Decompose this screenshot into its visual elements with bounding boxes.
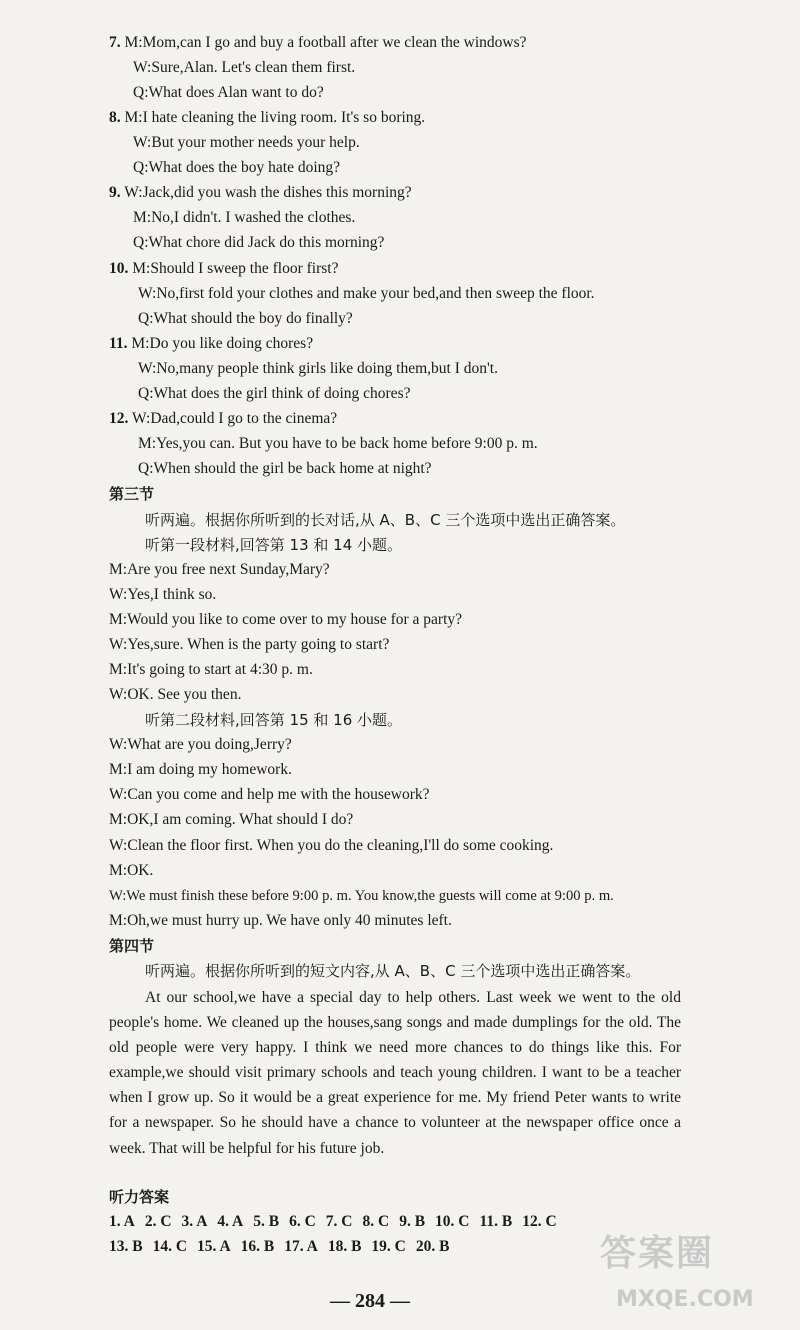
answer-item: 15. A — [197, 1238, 231, 1255]
answers-heading: 听力答案 — [109, 1188, 170, 1206]
section4-heading: 第四节 — [109, 937, 155, 955]
answer-item: 20. B — [415, 1238, 450, 1255]
dialogue-text: M:Do you like doing chores? — [131, 335, 314, 352]
question-number: 9. — [109, 184, 121, 201]
dialogue-text: M:Should I sweep the floor first? — [132, 260, 339, 277]
material2-line: W:Clean the floor first. When you do the cleaning,I'll do some cooking. — [109, 837, 554, 854]
question-number: 7. — [109, 34, 121, 51]
material2-line: W:We must finish these before 9:00 p. m. You know,the guests will come at 9:00 p. m. — [109, 888, 614, 904]
answer-item: 19. C — [371, 1238, 406, 1255]
answer-item: 17. A — [284, 1238, 318, 1255]
material2-line: M:OK. — [109, 862, 154, 879]
dialogue-text: M:Mom,can I go and buy a football after we clean the windows? — [124, 34, 527, 51]
material1-line: W:Yes,I think so. — [109, 586, 217, 603]
dialogue-line — [109, 334, 313, 354]
material1-line: W:OK. See you then. — [109, 686, 242, 703]
question-number: 11. — [109, 335, 128, 352]
answer-item: 10. C — [435, 1213, 470, 1230]
watermark-logo — [600, 1225, 790, 1325]
dialogue-line: W:No,many people think girls like doing them,but I don't. — [138, 360, 498, 377]
section4-passage: At our school,we have a special day to help others. Last week we went to the old people's home. We cleaned up the houses,sang songs and made dumplings for the old. The old people were very happy. I think we need more chances to do things like this. For example,we should visit primary schools and teach young children. I want to be a teacher when I grow up. So it would be a great experience for me. My friend Peter wants to write for a newspaper. So he should have a chance to volunteer at the newspaper office once a week. That will be helpful for his future job. — [109, 989, 681, 1157]
material2-line: W:Can you come and help me with the housework? — [109, 786, 430, 803]
dialogue-line: M:No,I didn't. I washed the clothes. — [133, 209, 356, 226]
dialogue-line: Q:When should the girl be back home at night? — [138, 460, 432, 477]
answer-item: 4. A — [217, 1213, 244, 1230]
material1-line: M:Would you like to come over to my house for a party? — [109, 611, 463, 628]
answer-item: 6. C — [289, 1213, 316, 1230]
dialogue-line: Q:What should the boy do finally? — [138, 310, 353, 327]
answer-item: 3. A — [181, 1213, 208, 1230]
dialogue-line: W:Sure,Alan. Let's clean them first. — [133, 59, 356, 76]
material1-line: W:Yes,sure. When is the party going to start? — [109, 636, 390, 653]
dialogue-line — [109, 183, 412, 203]
material2-line: M:OK,I am coming. What should I do? — [109, 811, 354, 828]
answer-item: 16. B — [240, 1238, 275, 1255]
section3-heading: 第三节 — [109, 485, 155, 503]
material1-line: M:It's going to start at 4:30 p. m. — [109, 661, 313, 678]
material1-line: M:Are you free next Sunday,Mary? — [109, 561, 330, 578]
dialogue-line: M:Yes,you can. But you have to be back home before 9:00 p. m. — [138, 435, 538, 452]
dialogue-line: W:No,first fold your clothes and make your bed,and then sweep the floor. — [138, 285, 595, 302]
dialogue-line: Q:What does the boy hate doing? — [133, 159, 341, 176]
material2-intro: 听第二段材料,回答第 15 和 16 小题。 — [145, 711, 403, 729]
watermark-url: MXQE.COM — [616, 1287, 754, 1312]
dialogue-line — [109, 33, 527, 53]
dialogue-line: Q:What does Alan want to do? — [133, 84, 324, 101]
answer-item: 14. C — [152, 1238, 188, 1255]
dialogue-text: W:Dad,could I go to the cinema? — [131, 410, 338, 427]
material2-line: W:What are you doing,Jerry? — [109, 736, 292, 753]
material1-intro: 听第一段材料,回答第 13 和 14 小题。 — [145, 536, 403, 554]
dialogue-text: W:Jack,did you wash the dishes this morning? — [124, 184, 412, 201]
answer-item: 2. C — [144, 1213, 172, 1230]
watermark-text: 答案圈 — [600, 1233, 715, 1274]
answer-item: 18. B — [327, 1238, 362, 1255]
answer-item: 7. C — [325, 1213, 353, 1230]
dialogue-text: M:I hate cleaning the living room. It's so boring. — [124, 109, 426, 126]
dialogue-line — [109, 259, 338, 279]
answer-item: 9. B — [399, 1213, 426, 1230]
answers-row-2 — [109, 1237, 459, 1257]
answers-row-1 — [109, 1212, 567, 1232]
dialogue-line: Q:What chore did Jack do this morning? — [133, 234, 385, 251]
answer-item: 13. B — [109, 1238, 143, 1255]
answer-item: 5. B — [253, 1213, 280, 1230]
question-number: 10. — [109, 260, 129, 277]
answer-item: 1. A — [109, 1213, 135, 1230]
section4-instruction: 听两遍。根据你所听到的短文内容,从 A、B、C 三个选项中选出正确答案。 — [145, 962, 641, 980]
dialogue-line: W:But your mother needs your help. — [133, 134, 360, 151]
answer-item: 8. C — [362, 1213, 390, 1230]
dialogue-line — [109, 409, 337, 429]
section3-instruction: 听两遍。根据你所听到的长对话,从 A、B、C 三个选项中选出正确答案。 — [145, 511, 626, 529]
question-number: 12. — [109, 410, 129, 427]
answer-item: 11. B — [479, 1213, 513, 1230]
answer-item: 12. C — [522, 1213, 557, 1230]
dialogue-line: Q:What does the girl think of doing chores? — [138, 385, 411, 402]
question-number: 8. — [109, 109, 121, 126]
material2-line: M:Oh,we must hurry up. We have only 40 minutes left. — [109, 912, 452, 929]
material2-line: M:I am doing my homework. — [109, 761, 292, 778]
page-number: — 284 — — [330, 1290, 410, 1312]
dialogue-line — [109, 108, 425, 128]
